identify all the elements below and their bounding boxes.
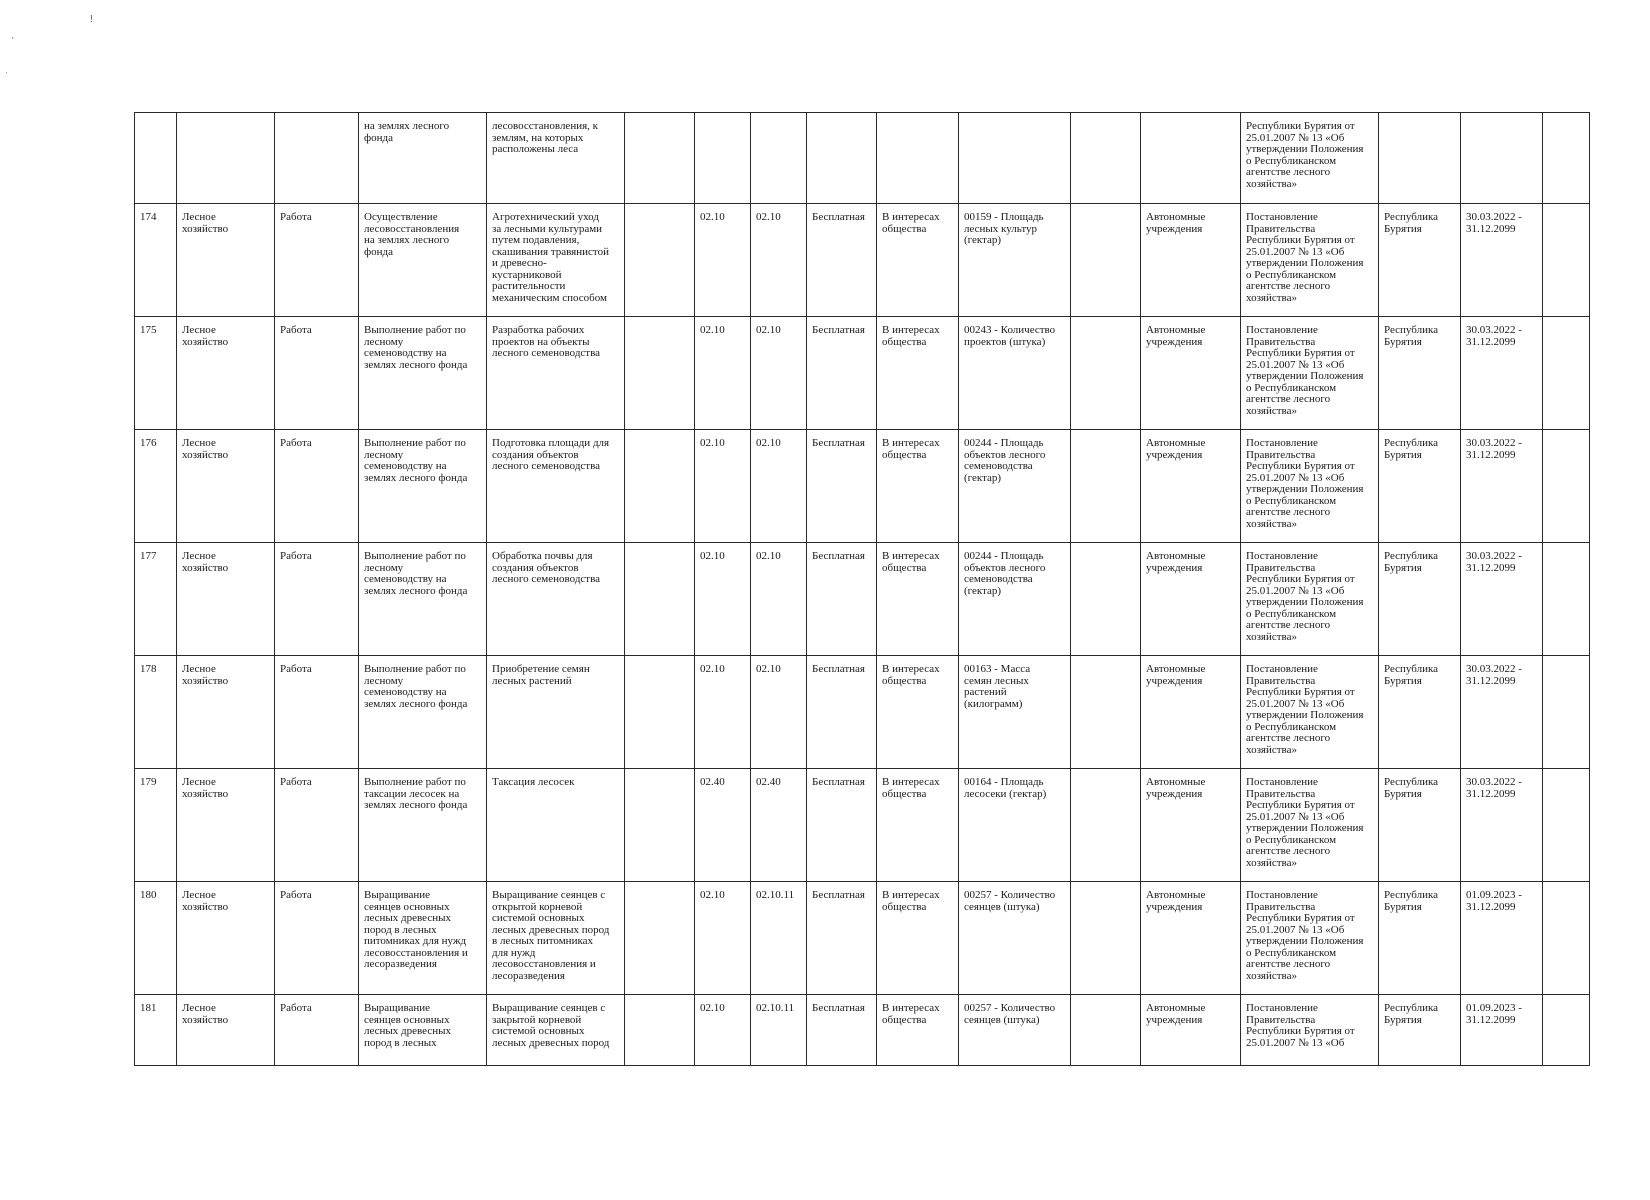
cell-number bbox=[135, 113, 177, 204]
cell-indicator: 00159 - Площадь лесных культур (гектар) bbox=[959, 204, 1071, 317]
cell-sector: Лесное хозяйство bbox=[177, 995, 275, 1066]
cell-blank bbox=[1543, 317, 1590, 430]
cell-type: Работа bbox=[275, 543, 359, 656]
cell-number: 175 bbox=[135, 317, 177, 430]
cell-okved-code: 02.10 bbox=[695, 204, 751, 317]
cell-number: 181 bbox=[135, 995, 177, 1066]
cell-period: 30.03.2022 - 31.12.2099 bbox=[1461, 543, 1543, 656]
cell-okved-subcode: 02.10 bbox=[751, 656, 807, 769]
table-row bbox=[135, 113, 1590, 204]
cell-payment: Бесплатная bbox=[807, 769, 877, 882]
cell-blank bbox=[1071, 317, 1141, 430]
cell-content: Выращивание сеянцев с закрытой корневой системой основных лесных древесных пород bbox=[487, 995, 625, 1066]
cell-activity: Выращивание сеянцев основных лесных древесных пород в лесных питомниках для нужд лесовосстановления и лесоразведения bbox=[359, 882, 487, 995]
cell-content: Агротехнический уход за лесными культурами путем подавления, скашивания травянистой и древесно- кустарниковой растительности механическим способом bbox=[487, 204, 625, 317]
cell-content: Подготовка площади для создания объектов лесного семеноводства bbox=[487, 430, 625, 543]
cell-blank bbox=[1071, 882, 1141, 995]
cell-legal-basis: Постановление Правительства Республики Бурятия от 25.01.2007 № 13 «Об утверждении Положения о Республиканском агентстве лесного хозяйства» bbox=[1241, 204, 1379, 317]
table-row bbox=[135, 995, 1590, 1066]
cell-indicator: 00243 - Количество проектов (штука) bbox=[959, 317, 1071, 430]
cell-legal-basis: Постановление Правительства Республики Бурятия от 25.01.2007 № 13 «Об утверждении Положения о Республиканском агентстве лесного хозяйства» bbox=[1241, 543, 1379, 656]
cell-legal-basis: Республики Бурятия от 25.01.2007 № 13 «Об утверждении Положения о Республиканском агентстве лесного хозяйства» bbox=[1241, 113, 1379, 204]
cell-blank bbox=[625, 543, 695, 656]
cell-sector: Лесное хозяйство bbox=[177, 204, 275, 317]
cell-blank bbox=[1071, 543, 1141, 656]
cell-okved-subcode: 02.40 bbox=[751, 769, 807, 882]
cell-interest: В интересах общества bbox=[877, 204, 959, 317]
cell-institution-type: Автономные учреждения bbox=[1141, 656, 1241, 769]
table-row bbox=[135, 543, 1590, 656]
cell-sector: Лесное хозяйство bbox=[177, 656, 275, 769]
cell-okved-subcode: 02.10.11 bbox=[751, 995, 807, 1066]
cell-blank bbox=[1543, 656, 1590, 769]
registry-table bbox=[134, 112, 1590, 1066]
cell-legal-basis: Постановление Правительства Республики Бурятия от 25.01.2007 № 13 «Об утверждении Положения о Республиканском агентстве лесного хозяйства» bbox=[1241, 769, 1379, 882]
cell-institution-type: Автономные учреждения bbox=[1141, 543, 1241, 656]
cell-authority: Республика Бурятия bbox=[1379, 543, 1461, 656]
table-body bbox=[135, 113, 1590, 1066]
cell-okved-subcode: 02.10.11 bbox=[751, 882, 807, 995]
table-row bbox=[135, 430, 1590, 543]
cell-type: Работа bbox=[275, 204, 359, 317]
cell-period: 01.09.2023 - 31.12.2099 bbox=[1461, 995, 1543, 1066]
cell-indicator: 00257 - Количество сеянцев (штука) bbox=[959, 882, 1071, 995]
cell-institution-type: Автономные учреждения bbox=[1141, 769, 1241, 882]
cell-number: 176 bbox=[135, 430, 177, 543]
cell-sector: Лесное хозяйство bbox=[177, 882, 275, 995]
cell-blank bbox=[625, 204, 695, 317]
cell-okved-code: 02.10 bbox=[695, 430, 751, 543]
cell-authority: Республика Бурятия bbox=[1379, 769, 1461, 882]
cell-okved-subcode: 02.10 bbox=[751, 430, 807, 543]
cell-indicator: 00164 - Площадь лесосеки (гектар) bbox=[959, 769, 1071, 882]
margin-mark: · bbox=[5, 68, 8, 77]
cell-interest: В интересах общества bbox=[877, 656, 959, 769]
cell-sector bbox=[177, 113, 275, 204]
cell-period: 30.03.2022 - 31.12.2099 bbox=[1461, 317, 1543, 430]
cell-indicator: 00163 - Масса семян лесных растений (килограмм) bbox=[959, 656, 1071, 769]
cell-content: Обработка почвы для создания объектов лесного семеноводства bbox=[487, 543, 625, 656]
cell-content: Таксация лесосек bbox=[487, 769, 625, 882]
cell-payment: Бесплатная bbox=[807, 995, 877, 1066]
cell-period: 30.03.2022 - 31.12.2099 bbox=[1461, 204, 1543, 317]
cell-institution-type: Автономные учреждения bbox=[1141, 430, 1241, 543]
cell-blank bbox=[1071, 430, 1141, 543]
cell-activity: на землях лесного фонда bbox=[359, 113, 487, 204]
cell-period: 30.03.2022 - 31.12.2099 bbox=[1461, 656, 1543, 769]
cell-blank bbox=[1543, 882, 1590, 995]
cell-authority: Республика Бурятия bbox=[1379, 882, 1461, 995]
cell-number: 177 bbox=[135, 543, 177, 656]
cell-institution-type bbox=[1141, 113, 1241, 204]
cell-legal-basis: Постановление Правительства Республики Бурятия от 25.01.2007 № 13 «Об утверждении Положения о Республиканском агентстве лесного хозяйства» bbox=[1241, 317, 1379, 430]
cell-blank bbox=[1543, 995, 1590, 1066]
cell-payment: Бесплатная bbox=[807, 317, 877, 430]
cell-blank bbox=[1071, 769, 1141, 882]
cell-okved-code: 02.40 bbox=[695, 769, 751, 882]
cell-interest: В интересах общества bbox=[877, 430, 959, 543]
cell-interest: В интересах общества bbox=[877, 769, 959, 882]
cell-activity: Выращивание сеянцев основных лесных древесных пород в лесных bbox=[359, 995, 487, 1066]
cell-okved-subcode: 02.10 bbox=[751, 543, 807, 656]
cell-payment bbox=[807, 113, 877, 204]
cell-blank bbox=[625, 769, 695, 882]
cell-authority: Республика Бурятия bbox=[1379, 430, 1461, 543]
cell-payment: Бесплатная bbox=[807, 543, 877, 656]
cell-sector: Лесное хозяйство bbox=[177, 769, 275, 882]
cell-okved-code: 02.10 bbox=[695, 995, 751, 1066]
cell-interest: В интересах общества bbox=[877, 317, 959, 430]
cell-okved-code: 02.10 bbox=[695, 656, 751, 769]
margin-mark: ! bbox=[90, 14, 93, 25]
cell-interest: В интересах общества bbox=[877, 995, 959, 1066]
cell-type: Работа bbox=[275, 995, 359, 1066]
table-row bbox=[135, 656, 1590, 769]
cell-institution-type: Автономные учреждения bbox=[1141, 204, 1241, 317]
cell-blank bbox=[625, 113, 695, 204]
cell-legal-basis: Постановление Правительства Республики Бурятия от 25.01.2007 № 13 «Об bbox=[1241, 995, 1379, 1066]
cell-okved-code: 02.10 bbox=[695, 543, 751, 656]
cell-sector: Лесное хозяйство bbox=[177, 317, 275, 430]
cell-activity: Выполнение работ по лесному семеноводству на землях лесного фонда bbox=[359, 430, 487, 543]
cell-type bbox=[275, 113, 359, 204]
cell-period: 30.03.2022 - 31.12.2099 bbox=[1461, 769, 1543, 882]
cell-blank bbox=[625, 656, 695, 769]
cell-blank bbox=[1071, 113, 1141, 204]
cell-blank bbox=[1543, 769, 1590, 882]
cell-blank bbox=[625, 882, 695, 995]
cell-indicator bbox=[959, 113, 1071, 204]
cell-institution-type: Автономные учреждения bbox=[1141, 882, 1241, 995]
cell-payment: Бесплатная bbox=[807, 882, 877, 995]
cell-blank bbox=[1543, 113, 1590, 204]
cell-authority bbox=[1379, 113, 1461, 204]
cell-payment: Бесплатная bbox=[807, 656, 877, 769]
cell-authority: Республика Бурятия bbox=[1379, 204, 1461, 317]
cell-content: Разработка рабочих проектов на объекты лесного семеноводства bbox=[487, 317, 625, 430]
cell-blank bbox=[625, 995, 695, 1066]
cell-type: Работа bbox=[275, 882, 359, 995]
cell-period bbox=[1461, 113, 1543, 204]
cell-payment: Бесплатная bbox=[807, 204, 877, 317]
cell-blank bbox=[1543, 543, 1590, 656]
table-row bbox=[135, 882, 1590, 995]
cell-period: 01.09.2023 - 31.12.2099 bbox=[1461, 882, 1543, 995]
cell-blank bbox=[625, 317, 695, 430]
cell-activity: Выполнение работ по лесному семеноводству на землях лесного фонда bbox=[359, 317, 487, 430]
cell-activity: Осуществление лесовосстановления на землях лесного фонда bbox=[359, 204, 487, 317]
cell-activity: Выполнение работ по лесному семеноводству на землях лесного фонда bbox=[359, 543, 487, 656]
cell-content: лесовосстановления, к землям, на которых расположены леса bbox=[487, 113, 625, 204]
cell-blank bbox=[625, 430, 695, 543]
cell-legal-basis: Постановление Правительства Республики Бурятия от 25.01.2007 № 13 «Об утверждении Положения о Республиканском агентстве лесного хозяйства» bbox=[1241, 430, 1379, 543]
cell-authority: Республика Бурятия bbox=[1379, 317, 1461, 430]
cell-authority: Республика Бурятия bbox=[1379, 995, 1461, 1066]
cell-institution-type: Автономные учреждения bbox=[1141, 995, 1241, 1066]
cell-sector: Лесное хозяйство bbox=[177, 543, 275, 656]
cell-interest bbox=[877, 113, 959, 204]
cell-okved-code: 02.10 bbox=[695, 882, 751, 995]
cell-number: 174 bbox=[135, 204, 177, 317]
table-row bbox=[135, 204, 1590, 317]
cell-blank bbox=[1071, 204, 1141, 317]
cell-legal-basis: Постановление Правительства Республики Бурятия от 25.01.2007 № 13 «Об утверждении Положения о Республиканском агентстве лесного хозяйства» bbox=[1241, 882, 1379, 995]
cell-indicator: 00244 - Площадь объектов лесного семеноводства (гектар) bbox=[959, 543, 1071, 656]
cell-interest: В интересах общества bbox=[877, 882, 959, 995]
cell-activity: Выполнение работ по лесному семеноводству на землях лесного фонда bbox=[359, 656, 487, 769]
cell-legal-basis: Постановление Правительства Республики Бурятия от 25.01.2007 № 13 «Об утверждении Положения о Республиканском агентстве лесного хозяйства» bbox=[1241, 656, 1379, 769]
cell-type: Работа bbox=[275, 430, 359, 543]
cell-content: Приобретение семян лесных растений bbox=[487, 656, 625, 769]
cell-indicator: 00244 - Площадь объектов лесного семеноводства (гектар) bbox=[959, 430, 1071, 543]
cell-okved-subcode bbox=[751, 113, 807, 204]
cell-type: Работа bbox=[275, 317, 359, 430]
cell-interest: В интересах общества bbox=[877, 543, 959, 656]
cell-institution-type: Автономные учреждения bbox=[1141, 317, 1241, 430]
cell-okved-code: 02.10 bbox=[695, 317, 751, 430]
cell-okved-code bbox=[695, 113, 751, 204]
cell-activity: Выполнение работ по таксации лесосек на землях лесного фонда bbox=[359, 769, 487, 882]
cell-content: Выращивание сеянцев с открытой корневой системой основных лесных древесных пород в лесных питомниках для нужд лесовосстановления и лесоразведения bbox=[487, 882, 625, 995]
cell-indicator: 00257 - Количество сеянцев (штука) bbox=[959, 995, 1071, 1066]
cell-blank bbox=[1071, 656, 1141, 769]
cell-number: 178 bbox=[135, 656, 177, 769]
margin-mark: ' bbox=[12, 36, 14, 45]
cell-type: Работа bbox=[275, 769, 359, 882]
table-row bbox=[135, 769, 1590, 882]
cell-okved-subcode: 02.10 bbox=[751, 317, 807, 430]
cell-number: 180 bbox=[135, 882, 177, 995]
cell-blank bbox=[1543, 204, 1590, 317]
cell-authority: Республика Бурятия bbox=[1379, 656, 1461, 769]
cell-payment: Бесплатная bbox=[807, 430, 877, 543]
cell-blank bbox=[1543, 430, 1590, 543]
cell-okved-subcode: 02.10 bbox=[751, 204, 807, 317]
cell-type: Работа bbox=[275, 656, 359, 769]
cell-number: 179 bbox=[135, 769, 177, 882]
cell-sector: Лесное хозяйство bbox=[177, 430, 275, 543]
cell-period: 30.03.2022 - 31.12.2099 bbox=[1461, 430, 1543, 543]
table-row bbox=[135, 317, 1590, 430]
cell-blank bbox=[1071, 995, 1141, 1066]
